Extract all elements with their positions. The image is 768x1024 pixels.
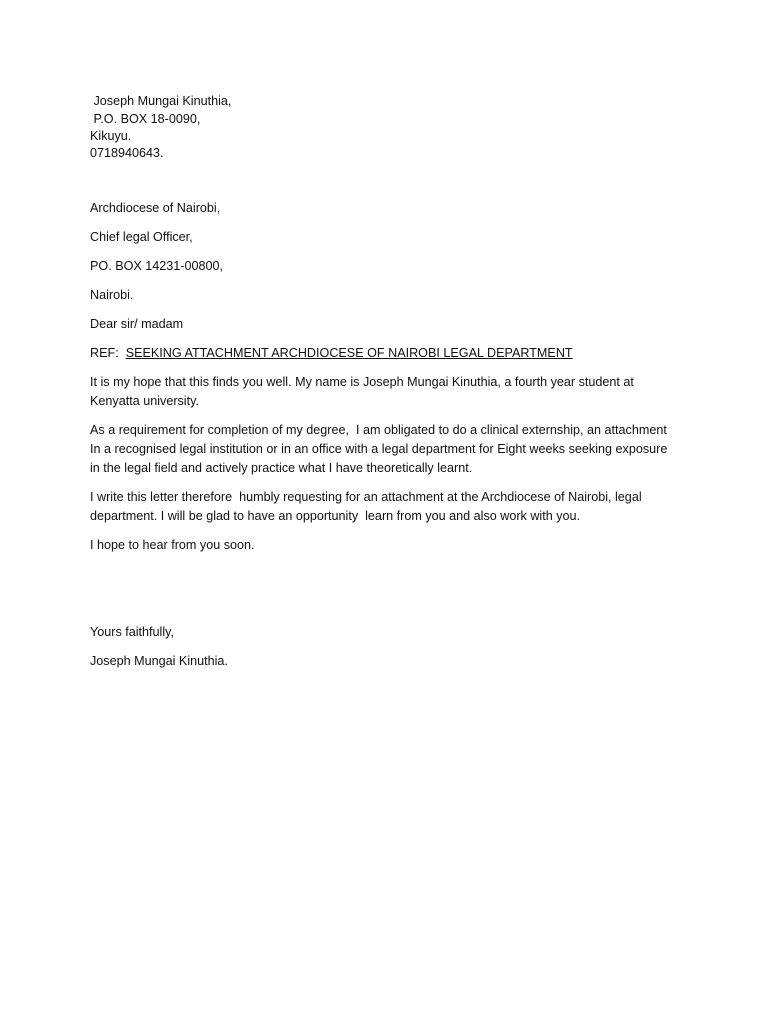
body-paragraph-3 (90, 488, 690, 526)
recipient-city: Nairobi. (90, 288, 134, 302)
body-paragraph-1 (90, 373, 690, 411)
reference-label: REF: (90, 346, 126, 360)
sender-name: Joseph Mungai Kinuthia, (90, 94, 232, 108)
paragraph-3-line: department. I will be glad to have an opportunity learn from you and also work with you. (90, 509, 581, 523)
paragraph-2-line: in the legal field and actively practice what I have theoretically learnt. (90, 461, 473, 475)
sender-po-box: P.O. BOX 18-0090, (90, 112, 201, 126)
body-paragraph-2 (90, 421, 690, 478)
sender-phone: 0718940643. (90, 146, 164, 160)
recipient-organization: Archdiocese of Nairobi, (90, 201, 221, 215)
body-paragraph-4: I hope to hear from you soon. (90, 538, 255, 552)
signature-name: Joseph Mungai Kinuthia. (90, 654, 228, 668)
closing: Yours faithfully, (90, 625, 175, 639)
paragraph-2-line: In a recognised legal institution or in an office with a legal department for Eight weeks seeking exposure (90, 442, 668, 456)
reference-line (90, 344, 573, 363)
reference-subject: SEEKING ATTACHMENT ARCHDIOCESE OF NAIROBI LEGAL DEPARTMENT (125, 346, 573, 360)
paragraph-2-line: As a requirement for completion of my degree, I am obligated to do a clinical externship, an attachment (90, 423, 667, 437)
recipient-po-box: PO. BOX 14231-00800, (90, 259, 224, 273)
recipient-title: Chief legal Officer, (90, 230, 193, 244)
paragraph-1-line: It is my hope that this finds you well. My name is Joseph Mungai Kinuthia, a fourth year student at (90, 375, 634, 389)
salutation: Dear sir/ madam (90, 317, 184, 331)
paragraph-3-line: I write this letter therefore humbly requesting for an attachment at the Archdiocese of Nairobi, legal (90, 490, 642, 504)
sender-town: Kikuyu. (90, 129, 132, 143)
paragraph-1-line: Kenyatta university. (90, 394, 199, 408)
